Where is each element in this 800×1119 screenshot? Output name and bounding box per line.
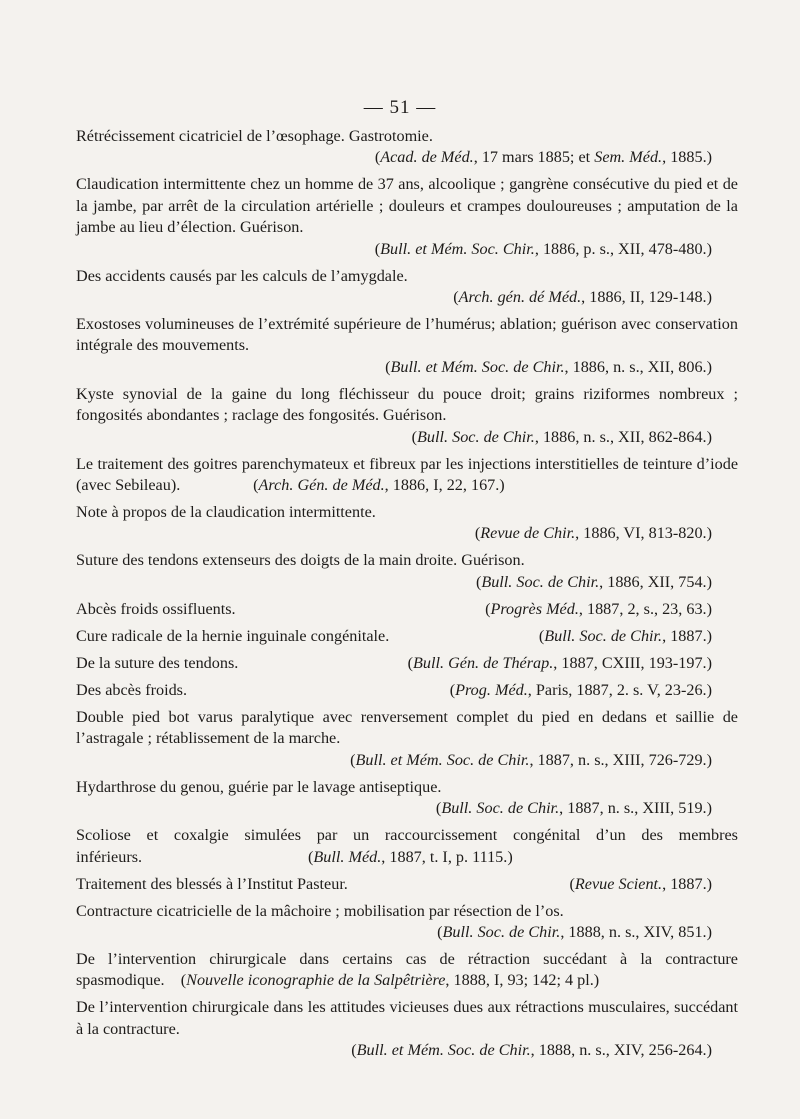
entry-title: Des accidents causés par les calculs de l’amygdale.: [76, 266, 408, 285]
entry-title: [76, 454, 738, 497]
entry-title: Traitement des blessés à l’Institut Pasteur.: [76, 874, 348, 893]
entry-title-text: De l’intervention chirurgicale dans certains cas de rétraction succédant à la contracture spasmodique.: [76, 949, 738, 990]
ref-paren: (: [453, 288, 459, 307]
entry-title: Contracture cicatricielle de la mâchoire ; mobilisation par résection de l’os.: [76, 901, 564, 920]
ref-journal: Revue Scient.: [574, 874, 663, 893]
ref-details: , 17 mars 1885; et: [473, 148, 595, 167]
entry-reference: [76, 1040, 738, 1061]
entry-title: Note à propos de la claudication intermittente.: [76, 503, 376, 522]
bibliography-entry: [76, 314, 738, 378]
ref-journal: Bull. Soc. de Chir.: [441, 799, 560, 818]
entry-reference: [181, 971, 599, 989]
ref-paren: (: [308, 847, 314, 866]
ref-details: , 1886, p. s., XII, 478-480.): [534, 239, 712, 258]
ref-details: , 1886, VI, 813-820.): [575, 524, 712, 543]
ref-journal: Bull. et Mém. Soc. Chir.: [380, 239, 535, 258]
entry-title: Abcès froids ossifluents.: [76, 599, 236, 618]
entry-title: Kyste synovial de la gaine du long fléchisseur du pouce droit; grains riziformes nombreux ; fongosités abondantes ; raclage des fongosités. Guérison.: [76, 384, 738, 425]
bibliography-entry: [76, 502, 738, 545]
bibliography-entry: [76, 550, 738, 593]
ref-paren: (: [411, 427, 418, 446]
bibliography-entry: [76, 680, 738, 701]
bibliography-entry: [76, 384, 738, 448]
entry-reference: [450, 680, 712, 701]
entry-reference: [76, 922, 738, 943]
ref-journal: Arch. Gén. de Méd.: [258, 476, 385, 495]
entry-title: Suture des tendons extenseurs des doigts de la main droite. Guérison.: [76, 551, 525, 570]
entry-title: Hydarthrose du genou, guérie par le lavage antiseptique.: [76, 777, 442, 796]
ref-details: , 1886, XII, 754.): [599, 572, 712, 591]
bibliography-entry: [76, 825, 738, 868]
ref-paren: (: [474, 524, 481, 543]
ref-paren: (: [407, 653, 413, 672]
entry-reference: [76, 287, 738, 308]
ref-journal: Acad. de Méd.: [380, 148, 474, 167]
entry-title: Exostoses volumineuses de l’extrémité supérieure de l’humérus; ablation; guérison avec conservation intégrale des mouvements.: [76, 315, 738, 355]
ref-paren: (: [374, 148, 381, 167]
page-number: — 51 —: [363, 97, 437, 118]
ref-details: , 1887, 2, s., 23, 63.): [578, 599, 712, 618]
entry-reference: [76, 523, 738, 544]
entry-reference: [76, 357, 738, 378]
ref-journal: Bull. et Mém. Soc. de Chir.: [390, 357, 565, 376]
entry-title: De la suture des tendons.: [76, 653, 239, 672]
bibliography-entry: [76, 874, 738, 895]
ref-paren: (: [180, 971, 187, 990]
ref-paren: (: [385, 357, 391, 376]
ref-details: , 1886, n. s., XII, 806.): [564, 357, 712, 376]
ref-paren: (: [485, 599, 491, 618]
bibliography-entry: [76, 997, 738, 1061]
entry-reference: [76, 572, 738, 593]
entry-title: [76, 949, 738, 992]
bibliography-entry: [76, 126, 738, 169]
ref-details: , Paris, 1887, 2. s. V, 23-26.): [527, 680, 712, 699]
ref-paren: (: [449, 680, 456, 699]
entry-reference: [485, 599, 712, 620]
entry-reference: [76, 239, 738, 260]
entry-reference: [570, 874, 712, 895]
ref-details: , 1888, n. s., XIV, 256-264.): [530, 1041, 712, 1060]
ref-journal: Bull. Gén. de Thérap.: [413, 653, 554, 672]
ref-paren: (: [538, 626, 545, 645]
ref-details: , 1887.): [662, 874, 712, 893]
entry-title: De l’intervention chirurgicale dans les attitudes vicieuses dues aux rétractions musculaires, succédant à la contracture.: [76, 998, 738, 1038]
ref-details: , 1887, t. I, p. 1115.): [381, 847, 513, 866]
entry-title-text: Le traitement des goitres parenchymateux et fibreux par les injections interstitielles de teinture d’iode (avec Sebileau).: [76, 454, 738, 495]
entry-reference: [308, 848, 513, 866]
ref-details: , 1887, n. s., XIII, 519.): [559, 799, 712, 818]
bibliography-list: [76, 126, 738, 1067]
ref-details: , 1887, CXIII, 193-197.): [553, 653, 712, 672]
ref-journal: Progrès Méd.: [490, 599, 579, 618]
ref-paren: (: [569, 874, 575, 893]
entry-title: Rétrécissement cicatriciel de l’œsophage. Gastrotomie.: [76, 127, 433, 145]
ref-journal: Bull. et Mém. Soc. de Chir.: [356, 1041, 531, 1060]
entry-title: Cure radicale de la hernie inguinale congénitale.: [76, 626, 390, 645]
bibliography-entry: [76, 454, 738, 497]
ref-journal: Revue de Chir.: [480, 524, 576, 543]
entry-reference: [76, 750, 738, 771]
bibliography-entry: [76, 777, 738, 820]
bibliography-entry: [76, 653, 738, 674]
entry-reference: [76, 147, 738, 168]
entry-reference: [76, 427, 738, 448]
entry-title: Claudication intermittente chez un homme de 37 ans, alcoolique ; gangrène consécutive du pied et de la jambe, par arrêt de la circulation artérielle ; douleurs et crampes douloureuses ; amputation de la jambe au lieu d’élection. Guérison.: [76, 175, 738, 237]
ref-details-2: , 1885.): [662, 148, 712, 167]
ref-details: , 1888, n. s., XIV, 851.): [560, 922, 712, 941]
entry-reference: [253, 476, 505, 494]
ref-details: , 1886, n. s., XII, 862-864.): [534, 427, 712, 446]
entry-title: Des abcès froids.: [76, 680, 188, 699]
bibliography-entry: [76, 901, 738, 944]
ref-journal: Bull. Soc. de Chir.: [442, 922, 561, 941]
bibliography-entry: [76, 949, 738, 992]
ref-paren: (: [437, 922, 443, 941]
ref-journal-2: Sem. Méd.: [594, 148, 663, 167]
entry-reference: [76, 798, 738, 819]
bibliography-entry: [76, 174, 738, 260]
entry-reference: [408, 653, 712, 674]
bibliography-entry: [76, 626, 738, 647]
bibliography-entry: [76, 707, 738, 771]
ref-paren: (: [435, 799, 442, 818]
ref-paren: (: [351, 1041, 357, 1060]
ref-journal: Bull. Méd.: [313, 847, 382, 866]
ref-details: , 1887.): [662, 626, 712, 645]
ref-journal: Nouvelle iconographie de la Salpêtrière: [186, 971, 446, 990]
ref-paren: (: [350, 750, 356, 769]
entry-reference: [539, 626, 712, 647]
entry-title-text: Scoliose et coxalgie simulées par un raccourcissement congénital d’un des membres inférieurs.: [76, 826, 738, 866]
entry-title: Double pied bot varus paralytique avec renversement complet du pied en dedans et saillie de l’astragale ; rétablissement de la marche.: [76, 707, 738, 748]
ref-details: , 1888, I, 93; 142; 4 pl.): [445, 971, 600, 990]
entry-title: [76, 825, 738, 868]
ref-details: , 1886, II, 129-148.): [581, 288, 712, 307]
ref-journal: Prog. Méd.: [455, 680, 528, 699]
ref-journal: Bull. Soc. de Chir.: [417, 427, 535, 446]
ref-details: , 1887, n. s., XIII, 726-729.): [529, 750, 712, 769]
ref-paren: (: [374, 239, 381, 258]
ref-journal: Bull. Soc. de Chir.: [544, 626, 663, 645]
ref-paren: (: [253, 476, 259, 495]
bibliography-entry: [76, 599, 738, 620]
bibliography-entry: [76, 266, 738, 309]
ref-paren: (: [475, 572, 482, 591]
ref-journal: Arch. gén. dé Méd.: [458, 288, 582, 307]
ref-journal: Bull. Soc. de Chir.: [481, 572, 600, 591]
ref-details: , 1886, I, 22, 167.): [384, 476, 505, 495]
ref-journal: Bull. et Mém. Soc. de Chir.: [355, 750, 530, 769]
